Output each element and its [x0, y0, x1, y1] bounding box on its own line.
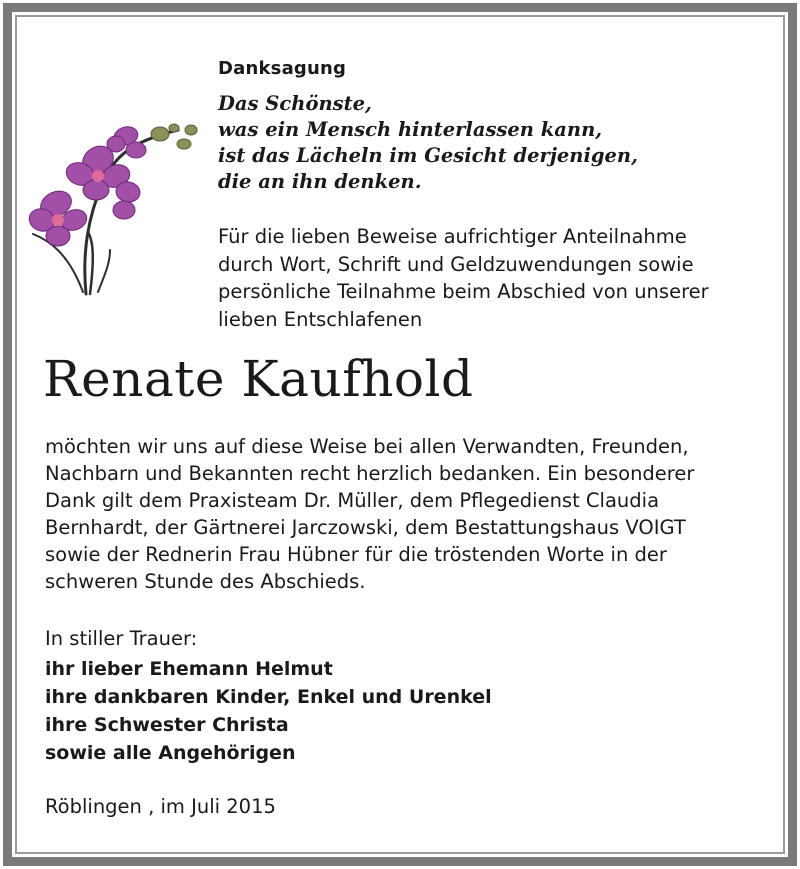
mourners-list	[45, 655, 492, 767]
body-line: möchten wir uns auf diese Weise bei allen Verwandten, Freunden,	[45, 435, 689, 458]
intro-text	[218, 223, 709, 333]
deceased-name: Renate Kaufhold	[43, 350, 474, 408]
place-date: Röblingen , im Juli 2015	[45, 795, 276, 818]
body-text	[45, 433, 694, 595]
body-line: schweren Stunde des Abschieds.	[45, 570, 366, 593]
mourner: ihr lieber Ehemann Helmut	[45, 658, 333, 680]
mourner: ihre dankbaren Kinder, Enkel und Urenkel	[45, 686, 492, 708]
body-line: Bernhardt, der Gärtnerei Jarczowski, dem Bestattungshaus VOIGT	[45, 516, 686, 539]
quote-line: die an ihn denken.	[218, 170, 422, 193]
quote-line: was ein Mensch hinterlassen kann,	[218, 118, 603, 141]
intro-line: Für die lieben Beweise aufrichtiger Anteilnahme	[218, 225, 687, 248]
quote-line: ist das Lächeln im Gesicht derjenigen,	[218, 144, 638, 167]
intro-line: durch Wort, Schrift und Geldzuwendungen sowie	[218, 252, 694, 276]
mourning-intro: In stiller Trauer:	[45, 627, 198, 650]
mourner: ihre Schwester Christa	[45, 714, 289, 736]
body-line: sowie der Rednerin Frau Hübner für die tröstenden Worte in der	[45, 543, 667, 566]
body-line: Nachbarn und Bekannten recht herzlich bedanken. Ein besonderer	[45, 462, 695, 485]
mourner: sowie alle Angehörigen	[45, 742, 296, 764]
intro-line: persönliche Teilnahme beim Abschied von unserer	[218, 280, 709, 303]
quote	[218, 91, 638, 195]
quote-line: Das Schönste,	[218, 92, 372, 115]
heading: Danksagung	[218, 58, 347, 79]
intro-line: lieben Entschlafenen	[218, 307, 423, 331]
body-line: Dank gilt dem Praxisteam Dr. Müller, dem Pflegedienst Claudia	[45, 489, 660, 512]
orchid-icon	[28, 122, 208, 300]
